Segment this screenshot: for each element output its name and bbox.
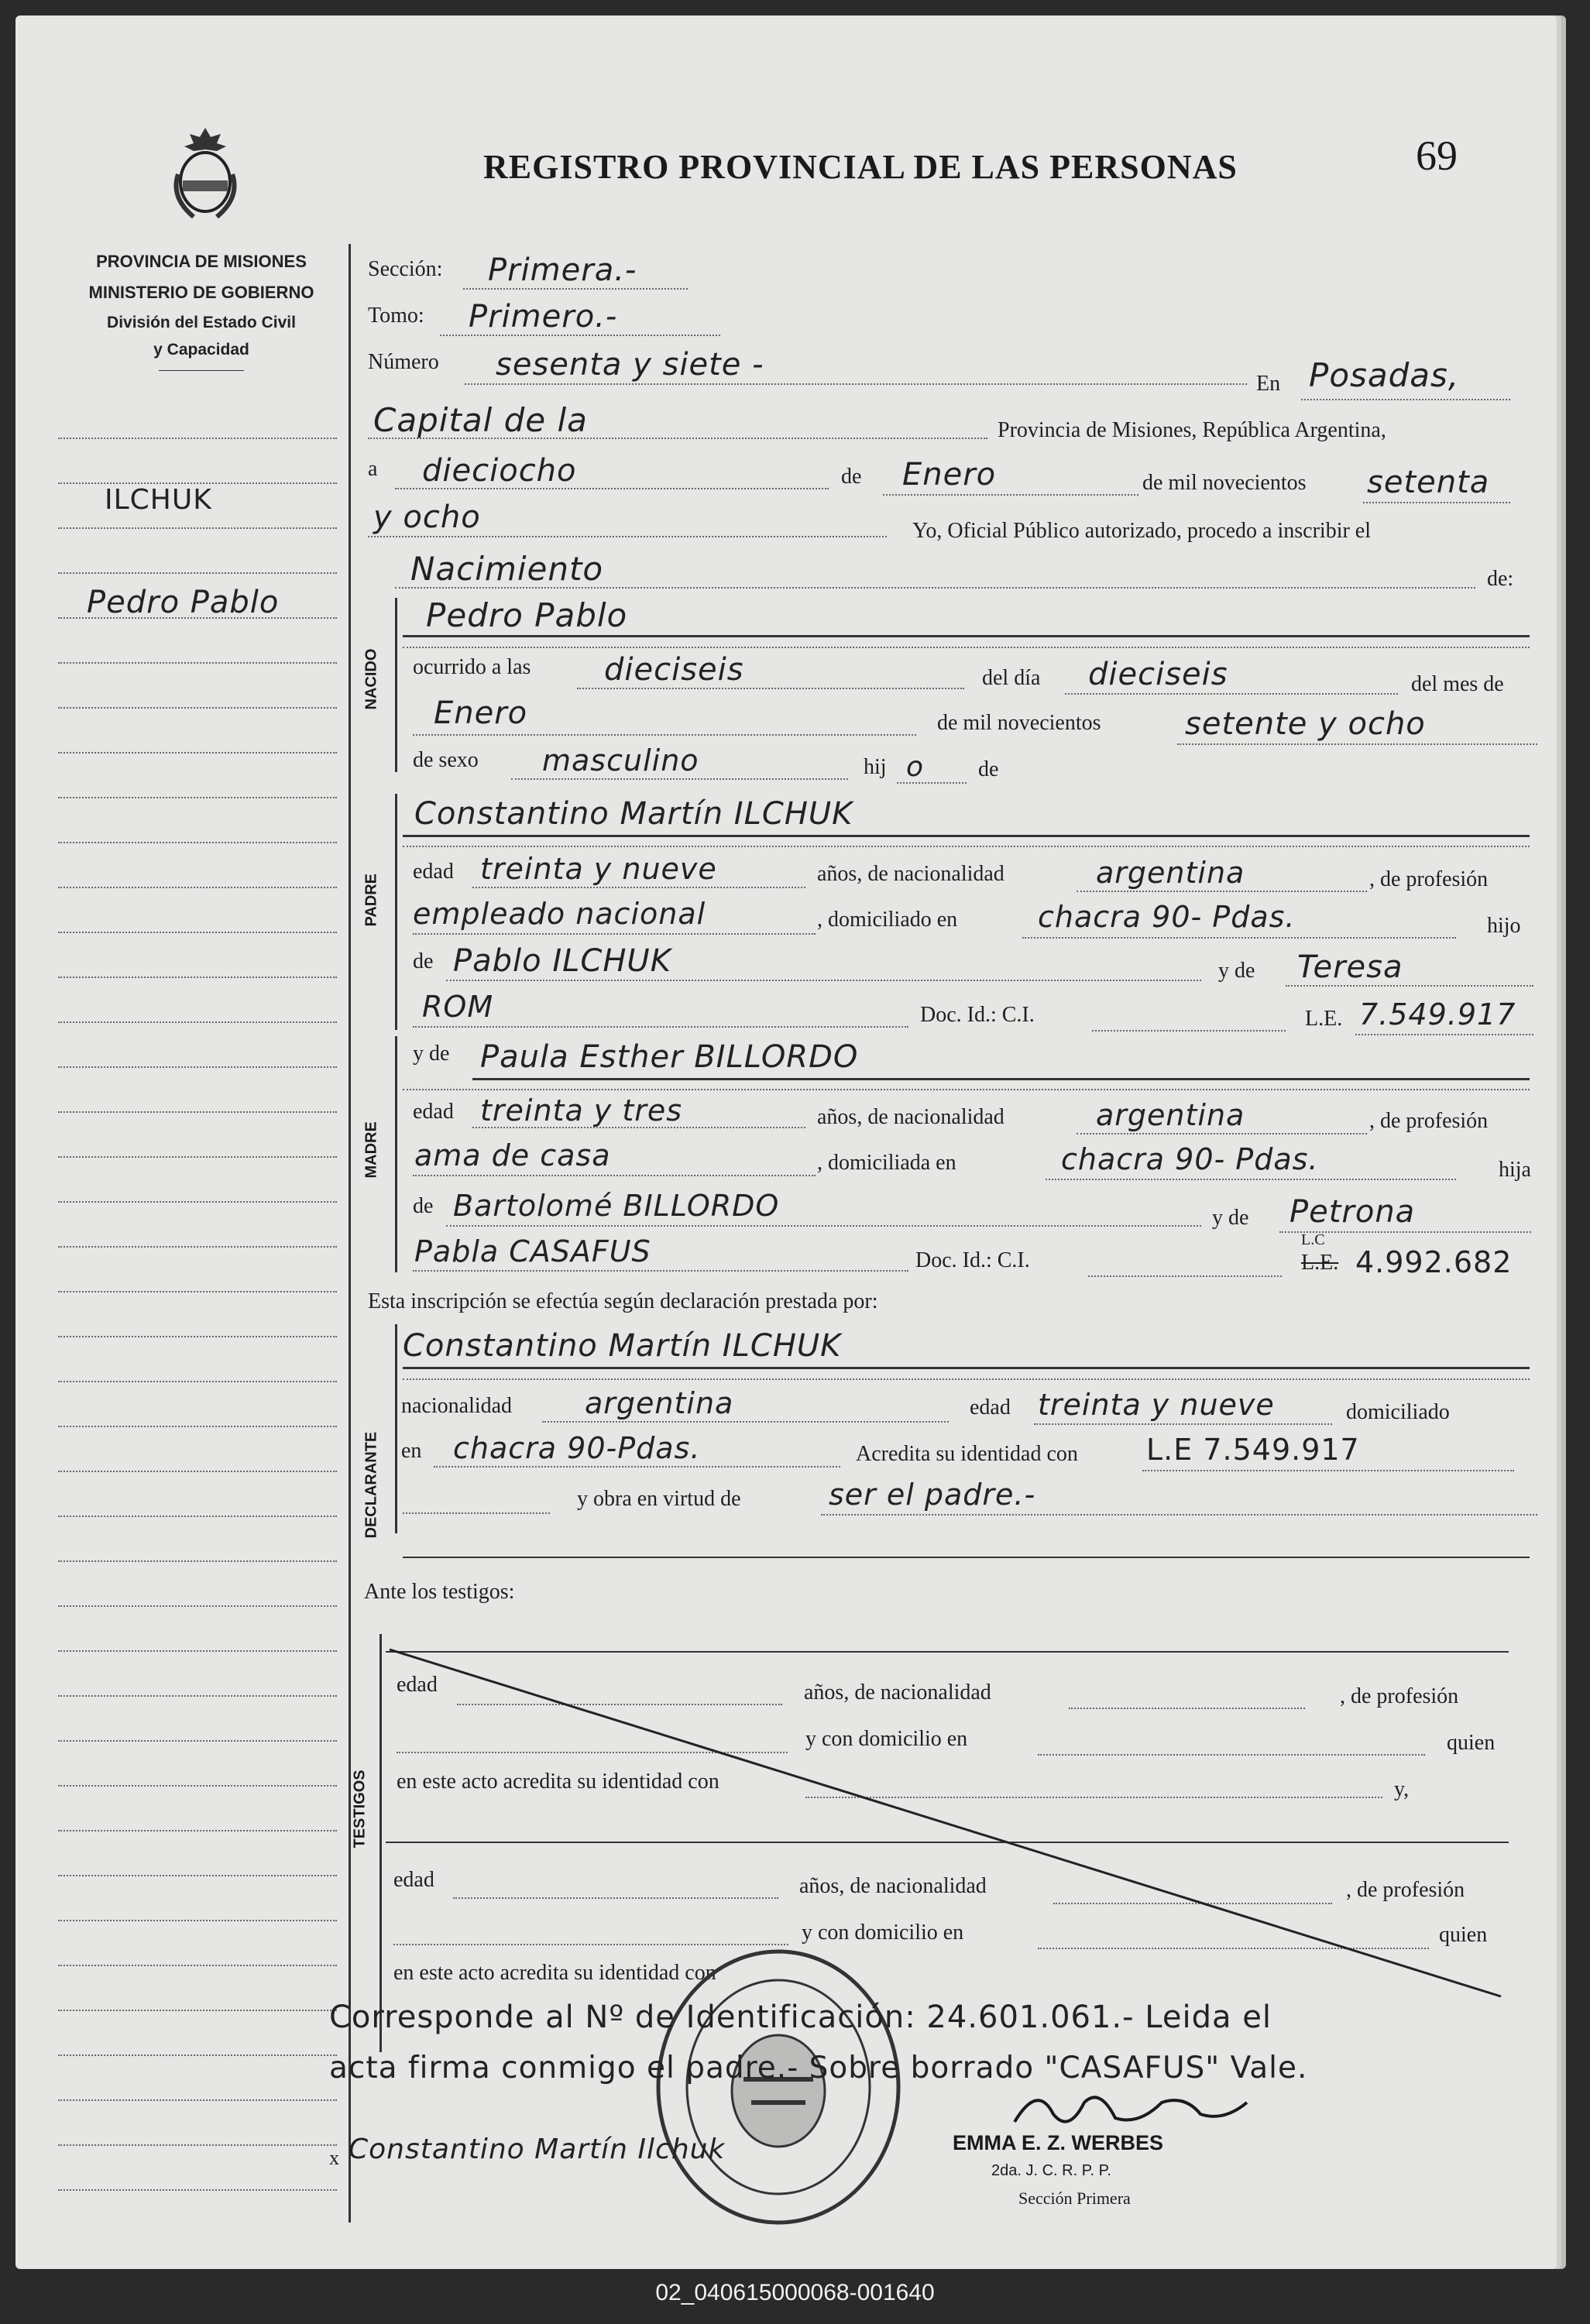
margin-line	[58, 2144, 337, 2146]
declarante-acr-label: Acredita su identidad con	[856, 1442, 1078, 1466]
dia-value: dieciseis	[1088, 657, 1228, 692]
hij-label: hij	[864, 755, 887, 779]
testigo2-nac-label: años, de nacionalidad	[799, 1874, 987, 1898]
margin-line	[58, 797, 337, 798]
official-seal-stamp-icon	[651, 1944, 906, 2230]
madre-mother-1: Petrona	[1290, 1194, 1416, 1230]
declarante-dom-label: domiciliado	[1346, 1400, 1450, 1424]
page-title: REGISTRO PROVINCIAL DE LAS PERSONAS	[483, 148, 1238, 186]
day-value: dieciocho	[422, 453, 577, 489]
padre-section-label: PADRE	[362, 873, 380, 927]
margin-line	[58, 1830, 337, 1831]
madre-lc-label: L.C	[1301, 1231, 1325, 1248]
testigo2-edad-label: edad	[393, 1868, 434, 1892]
madre-doc-label: Doc. Id.: C.I.	[915, 1248, 1030, 1272]
seccion-label: Sección:	[368, 257, 443, 281]
madre-le-label: L.E.	[1301, 1251, 1339, 1275]
province-line-1: PROVINCIA DE MISIONES	[96, 252, 307, 271]
declarante-obra-label: y obra en virtud de	[577, 1487, 741, 1511]
year-value-1: setenta	[1367, 465, 1490, 500]
madre-doc-value: 4.992.682	[1355, 1245, 1513, 1279]
a-label: a	[368, 457, 378, 481]
page-number: 69	[1416, 132, 1458, 179]
margin-line	[58, 2189, 337, 2191]
act-type-value: Nacimiento	[410, 550, 604, 588]
nacido-year-label: de mil novecientos	[937, 711, 1101, 735]
margin-line	[58, 1516, 337, 1517]
sexo-label: de sexo	[413, 748, 479, 772]
declarante-edad-value: treinta y nueve	[1038, 1388, 1275, 1422]
numero-label: Número	[368, 350, 439, 374]
madre-yde-label: y de	[413, 1042, 450, 1066]
margin-line	[58, 1156, 337, 1158]
madre-section-label: MADRE	[362, 1121, 380, 1179]
declarante-domicilio-value: chacra 90-Pdas.	[453, 1431, 701, 1465]
margin-line	[58, 1471, 337, 1472]
madre-yde2-label: y de	[1212, 1206, 1249, 1230]
madre-de-label: de	[413, 1194, 434, 1218]
padre-edad-label: edad	[413, 860, 454, 884]
testigo2-quien-label: quien	[1439, 1923, 1488, 1947]
padre-nacionalidad-value: argentina	[1096, 856, 1245, 890]
de-colon-label: de:	[1487, 567, 1514, 591]
margin-line	[58, 1740, 337, 1742]
margin-line	[58, 752, 337, 753]
officer-label: Yo, Oficial Público autorizado, procedo a inscribir el	[912, 519, 1372, 543]
testigos-intro: Ante los testigos:	[364, 1580, 515, 1604]
declarante-nac-label: nacionalidad	[401, 1394, 513, 1418]
tomo-value: Primero.-	[469, 299, 618, 335]
nacido-de-label: de	[978, 757, 999, 781]
declarante-intro: Esta inscripción se efectúa según declaración prestada por:	[368, 1289, 878, 1313]
margin-line	[58, 842, 337, 843]
padre-hijo-label: hijo	[1487, 914, 1521, 938]
madre-profesion-value: ama de casa	[414, 1138, 611, 1172]
padre-yde-label: y de	[1218, 959, 1255, 983]
madre-nac-label: años, de nacionalidad	[817, 1105, 1004, 1129]
margin-line	[58, 527, 337, 529]
padre-edad-value: treinta y nueve	[480, 852, 717, 886]
madre-hija-label: hija	[1499, 1158, 1531, 1182]
margin-line	[58, 1695, 337, 1697]
madre-edad-value: treinta y tres	[480, 1093, 683, 1128]
city-value: Posadas,	[1309, 356, 1460, 394]
testigo1-prof-label: , de profesión	[1340, 1684, 1459, 1708]
margin-given-names: Pedro Pablo	[87, 585, 280, 620]
padre-dom-label: , domiciliado en	[817, 908, 958, 932]
margin-line	[58, 1111, 337, 1113]
officer-name: EMMA E. Z. WERBES	[953, 2131, 1164, 2154]
province-label: Provincia de Misiones, República Argentina,	[998, 418, 1386, 442]
madre-dom-label: , domiciliada en	[817, 1151, 956, 1175]
margin-line	[58, 887, 337, 888]
margin-line	[58, 1426, 337, 1427]
nacido-name: Pedro Pablo	[426, 596, 628, 634]
declarante-en-label: en	[401, 1439, 422, 1463]
margin-line	[58, 1875, 337, 1876]
testigos-section-label: TESTIGOS	[351, 1770, 369, 1849]
margin-line	[58, 1021, 337, 1023]
argentina-coat-of-arms-icon	[163, 120, 248, 221]
testigo1-dom-label: y con domicilio en	[805, 1727, 968, 1751]
province-line-2: MINISTERIO DE GOBIERNO	[88, 283, 314, 302]
margin-line	[58, 662, 337, 664]
margin-line	[58, 1291, 337, 1292]
tomo-label: Tomo:	[368, 304, 424, 328]
testigo1-nac-label: años, de nacionalidad	[804, 1680, 991, 1704]
x-mark: x	[329, 2147, 339, 2169]
nacido-section-label: NACIDO	[362, 648, 380, 710]
margin-line	[58, 1605, 337, 1607]
madre-name: Paula Esther BILLORDO	[480, 1039, 859, 1075]
padre-father-value: Pablo ILCHUK	[453, 943, 671, 979]
ocurrido-label: ocurrido a las	[413, 655, 531, 679]
madre-father-value: Bartolomé BILLORDO	[453, 1189, 780, 1223]
note-line-1: Corresponde al Nº de Identificación: 24.601.061.- Leida el	[329, 2000, 1272, 2035]
padre-doc-value: 7.549.917	[1359, 997, 1516, 1032]
margin-line	[58, 438, 337, 439]
padre-doc-label: Doc. Id.: C.I.	[920, 1003, 1035, 1027]
margin-line	[58, 2010, 337, 2011]
testigo1-y-label: y,	[1394, 1777, 1410, 1801]
margin-line	[58, 707, 337, 709]
register-page	[15, 15, 1557, 2269]
father-signature: Constantino Martín Ilchuk	[349, 2133, 726, 2165]
padre-domicilio-value: chacra 90- Pdas.	[1038, 900, 1296, 934]
madre-mother-2: Pabla CASAFUS	[414, 1234, 651, 1268]
madre-domicilio-value: chacra 90- Pdas.	[1061, 1142, 1319, 1176]
padre-mother-1: Teresa	[1297, 949, 1403, 985]
declarante-nacionalidad-value: argentina	[585, 1386, 734, 1420]
mes-value: Enero	[434, 695, 528, 731]
testigo1-quien-label: quien	[1447, 1731, 1496, 1755]
margin-line	[58, 1336, 337, 1337]
declarante-section-label: DECLARANTE	[362, 1431, 380, 1539]
image-caption: 02_040615000068-001640	[655, 2280, 935, 2305]
testigo1-acr-label: en este acto acredita su identidad con	[397, 1770, 719, 1794]
margin-line	[58, 1381, 337, 1382]
testigo2-prof-label: , de profesión	[1346, 1878, 1465, 1902]
margin-line	[58, 1560, 337, 1562]
margin-line	[58, 1785, 337, 1787]
declarante-obra-value: ser el padre.-	[829, 1478, 1036, 1512]
margin-line	[58, 2099, 337, 2101]
del-mes-label: del mes de	[1411, 672, 1504, 696]
sexo-value: masculino	[542, 743, 699, 778]
del-dia-label: del día	[982, 666, 1041, 690]
padre-nac-label: años, de nacionalidad	[817, 862, 1004, 886]
month-value: Enero	[902, 457, 997, 493]
padre-mother-2: ROM	[422, 990, 494, 1024]
margin-line	[58, 1650, 337, 1652]
madre-prof-label: , de profesión	[1369, 1109, 1489, 1133]
declarante-edad-label: edad	[970, 1395, 1011, 1419]
padre-prof-label: , de profesión	[1369, 867, 1489, 891]
province-line-3: División del Estado Civil	[107, 314, 296, 331]
year-value-2: y ocho	[373, 499, 481, 535]
margin-line	[58, 1920, 337, 1921]
cancel-diagonal-line	[386, 1648, 1516, 2004]
province-line-4: y Capacidad	[153, 341, 249, 359]
margin-line	[58, 1066, 337, 1068]
margin-line	[58, 572, 337, 574]
officer-section: Sección Primera	[1018, 2188, 1131, 2208]
padre-profesion-value: empleado nacional	[413, 897, 706, 931]
margin-line	[58, 1246, 337, 1248]
hour-value: dieciseis	[604, 652, 744, 688]
numero-value: sesenta y siete -	[496, 347, 764, 383]
madre-edad-label: edad	[413, 1100, 454, 1124]
madre-nacionalidad-value: argentina	[1096, 1098, 1245, 1132]
padre-de-label: de	[413, 949, 434, 973]
padre-name: Constantino Martín ILCHUK	[414, 796, 853, 832]
margin-line	[58, 1965, 337, 1966]
nacido-year-value: setente y ocho	[1185, 706, 1426, 742]
padre-le-label: L.E.	[1305, 1007, 1343, 1031]
officer-title: 2da. J. C. R. P. P.	[991, 2162, 1111, 2179]
year-label: de mil novecientos	[1142, 471, 1307, 495]
margin-line	[58, 1201, 337, 1203]
declarante-name: Constantino Martín ILCHUK	[403, 1328, 842, 1364]
note-line-2: acta firma conmigo el padre.- Sobre borrado "CASAFUS" Vale.	[329, 2051, 1308, 2085]
en-label: En	[1256, 372, 1281, 396]
testigo1-edad-label: edad	[397, 1673, 438, 1697]
seccion-value: Primera.-	[488, 252, 637, 288]
declarante-id-value: L.E 7.549.917	[1146, 1433, 1360, 1467]
city-line2: Capital de la	[373, 401, 588, 439]
margin-line	[58, 2055, 337, 2056]
margin-line	[58, 932, 337, 933]
margin-surname: ILCHUK	[105, 484, 212, 516]
testigo2-acr-label: en este acto acredita su identidad con	[393, 1961, 716, 1985]
de-label: de	[841, 465, 862, 489]
margin-line	[58, 977, 337, 978]
testigo2-dom-label: y con domicilio en	[802, 1921, 964, 1945]
hij-suffix: o	[906, 751, 925, 783]
